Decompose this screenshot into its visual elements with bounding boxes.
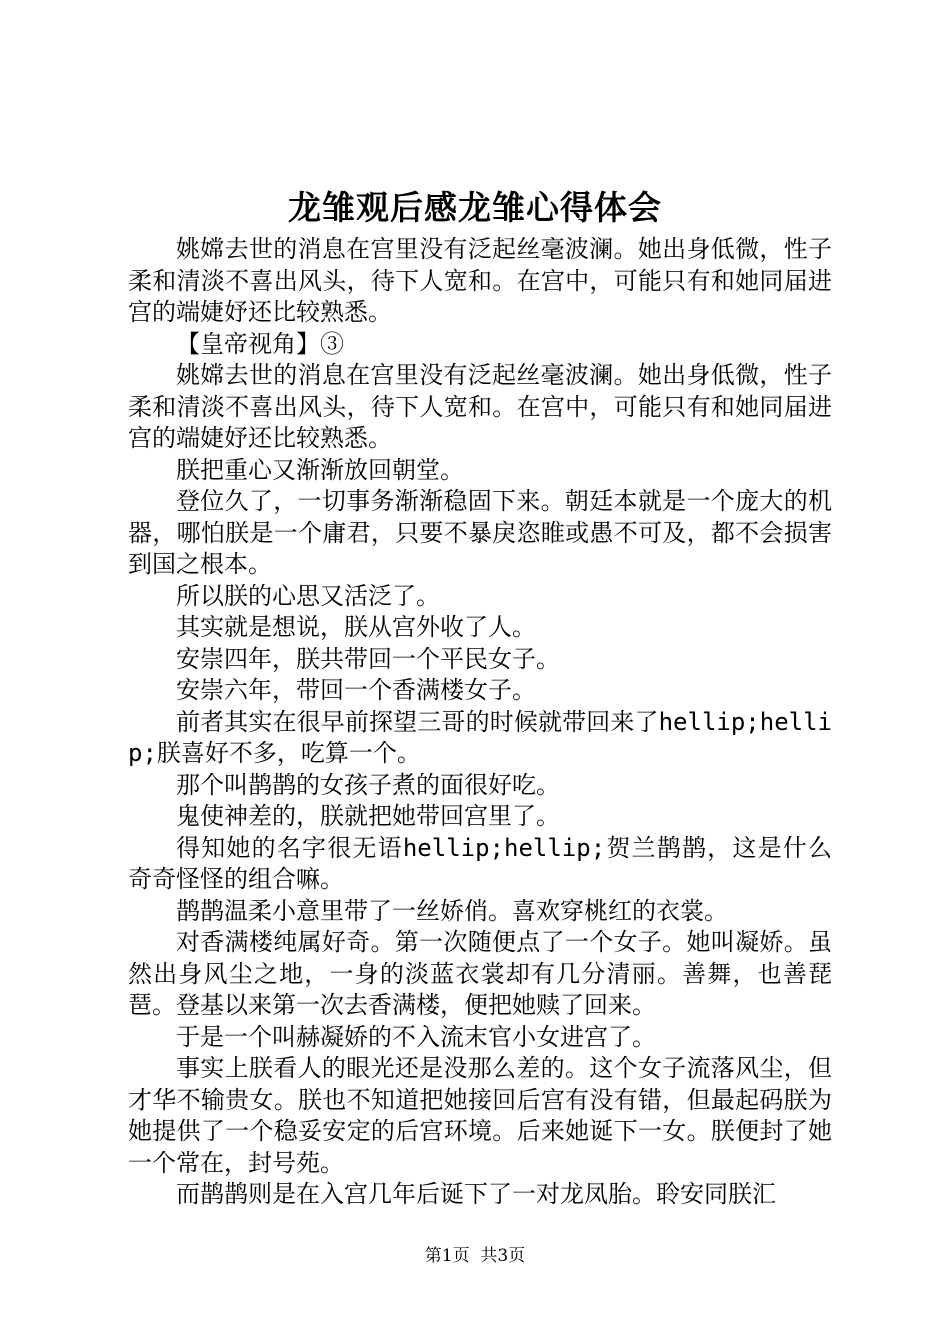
- document-body: [128, 234, 832, 1211]
- paragraph: 登位久了，一切事务渐渐稳固下来。朝廷本就是一个庞大的机器，哪怕朕是一个庸君，只要不暴戾恣睢或愚不可及，都不会损害到国之根本。: [128, 487, 832, 578]
- paragraph: 而鹊鹊则是在入宫几年后诞下了一对龙凤胎。聆安同朕汇: [176, 1180, 776, 1208]
- paragraph: 其实就是想说，朕从宫外收了人。: [176, 613, 536, 641]
- paragraph: 朕把重心又渐渐放回朝堂。: [176, 455, 464, 484]
- paragraph: 所以朕的心思又活泛了。: [176, 581, 440, 610]
- page-footer: [0, 1244, 950, 1268]
- paragraph: 安崇四年，朕共带回一个平民女子。: [176, 644, 560, 673]
- paragraph: 【皇帝视角】③: [176, 329, 344, 358]
- document-title: 龙雏观后感龙雏心得体会: [288, 188, 662, 227]
- paragraph: 那个叫鹊鹊的女孩子煮的面很好吃。: [176, 770, 560, 799]
- page-total: 共3页: [480, 1246, 526, 1266]
- paragraph: 姚嫦去世的消息在宫里没有泛起丝毫波澜。她出身低微，性子柔和清淡不喜出风头，待下人宽和。在宫中，可能只有和她同届进宫的端婕妤还比较熟悉。: [128, 235, 832, 326]
- paragraph: 安崇六年，带回一个香满楼女子。: [176, 676, 536, 704]
- paragraph: 事实上朕看人的眼光还是没那么差的。这个女子流落风尘，但才华不输贵女。朕也不知道把她接回后宫有没有错，但最起码朕为她提供了一个稳妥安定的后宫环境。后来她诞下一女。朕便封了她一个常在，封号苑。: [128, 1054, 832, 1177]
- paragraph: 鹊鹊温柔小意里带了一丝娇俏。喜欢穿桃红的衣裳。: [176, 896, 728, 925]
- paragraph: 得知她的名字很无语hellip;hellip;贺兰鹊鹊，这是什么奇奇怪怪的组合嘛。: [128, 833, 832, 893]
- paragraph: 于是一个叫赫凝娇的不入流末官小女进宫了。: [176, 1022, 656, 1051]
- paragraph: 鬼使神差的，朕就把她带回宫里了。: [176, 802, 560, 830]
- paragraph: 前者其实在很早前探望三哥的时候就带回来了hellip;hellip;朕喜好不多，吃算一个。: [128, 707, 832, 767]
- page-number: 第1页: [424, 1246, 470, 1266]
- paragraph: 对香满楼纯属好奇。第一次随便点了一个女子。她叫凝娇。虽然出身风尘之地，一身的淡蓝衣裳却有几分清丽。善舞，也善琵琶。登基以来第一次去香满楼，便把她赎了回来。: [128, 928, 832, 1019]
- paragraph: 姚嫦去世的消息在宫里没有泛起丝毫波澜。她出身低微，性子柔和清淡不喜出风头，待下人宽和。在宫中，可能只有和她同届进宫的端婕妤还比较熟悉。: [128, 361, 832, 452]
